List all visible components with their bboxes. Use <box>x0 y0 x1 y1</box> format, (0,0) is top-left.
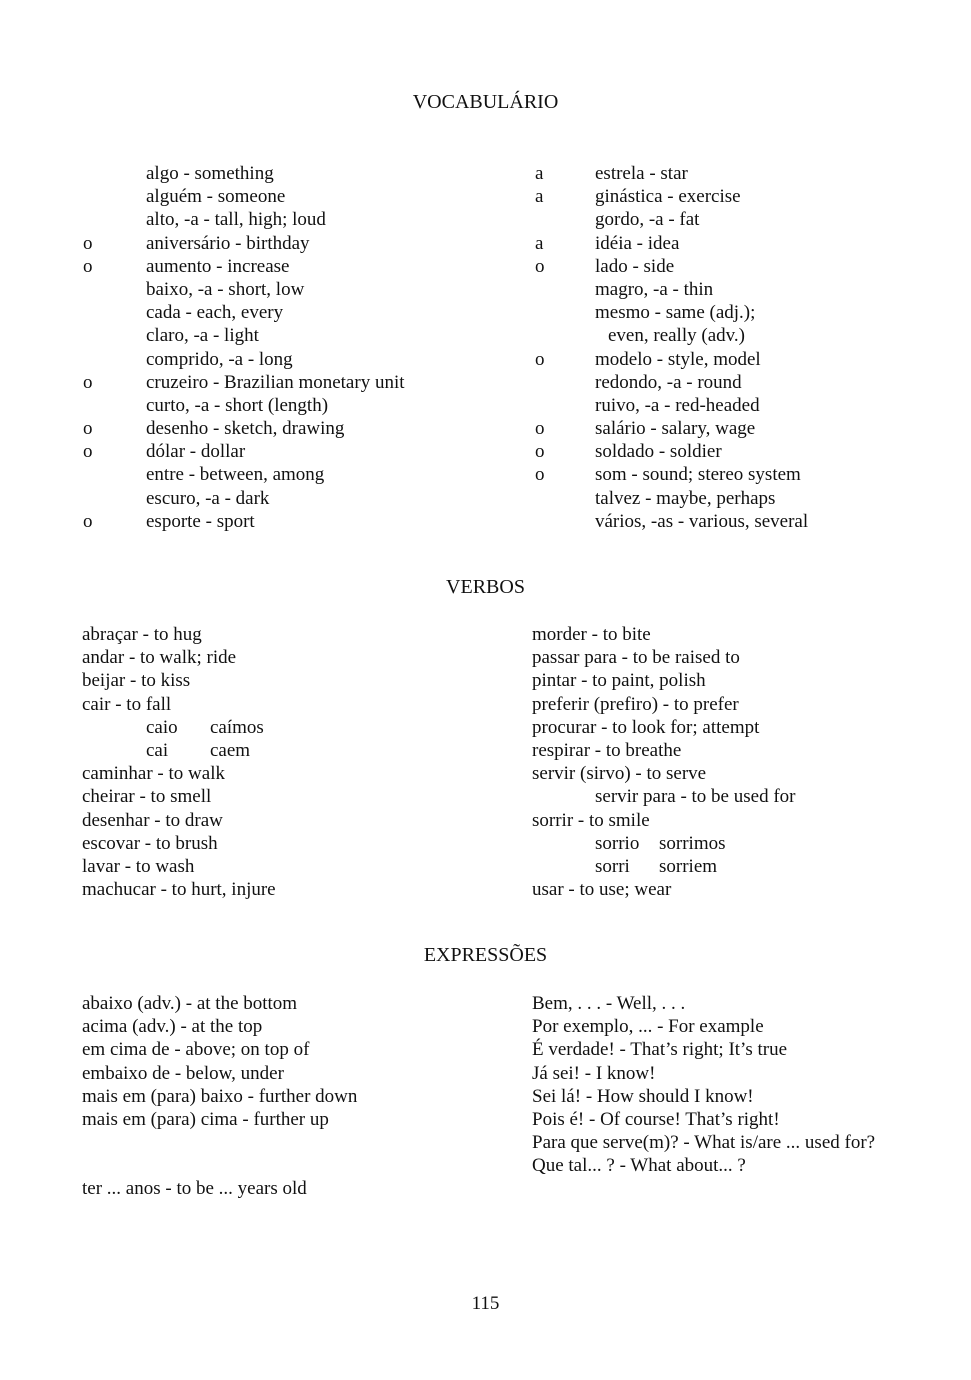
vocab-row <box>83 208 503 231</box>
expression-row <box>532 1038 962 1061</box>
verb-row <box>532 623 952 646</box>
expression-row <box>532 1085 962 1108</box>
verb-row <box>532 646 952 669</box>
article-marker: o <box>535 255 545 277</box>
vocab-row <box>535 394 955 417</box>
verb-entry: morder - to bite <box>532 624 651 645</box>
verb-entry: abraçar - to hug <box>82 624 202 645</box>
verbs-heading: VERBOS <box>446 576 525 598</box>
vocab-row <box>535 510 955 533</box>
article-marker: o <box>535 418 545 440</box>
verb-row <box>82 669 502 692</box>
conjugation-form: sorrio <box>595 832 640 854</box>
vocab-row <box>535 371 955 394</box>
vocab-entry: baixo, -a - short, low <box>146 278 305 300</box>
expression-entry: em cima de - above; on top of <box>82 1039 310 1061</box>
vocab-entry: vários, -as - various, several <box>595 510 809 532</box>
vocab-row <box>83 278 503 301</box>
verb-entry: usar - to use; wear <box>532 879 672 901</box>
conjugation-form: cai <box>146 739 169 761</box>
vocab-row <box>535 487 955 510</box>
expression-entry: ter ... anos - to be ... years old <box>82 1178 307 1199</box>
expression-entry: Que tal... ? - What about... ? <box>532 1155 746 1177</box>
vocab-entry: idéia - idea <box>595 232 680 254</box>
vocab-entry: mesmo - same (adj.); <box>595 302 756 324</box>
verb-entry: preferir (prefiro) - to prefer <box>532 693 739 715</box>
verb-row <box>532 878 952 901</box>
expression-row <box>532 992 962 1015</box>
vocab-entry: esporte - sport <box>146 510 255 532</box>
vocab-entry: escuro, -a - dark <box>146 487 270 509</box>
verbs-right-column <box>532 623 952 901</box>
vocab-entry: salário - salary, wage <box>595 418 756 440</box>
vocabulary-left-column <box>83 162 503 533</box>
vocab-row <box>535 255 955 278</box>
verb-entry: pintar - to paint, polish <box>532 670 706 692</box>
vocab-entry: magro, -a - thin <box>595 278 714 300</box>
verbs-left-column <box>82 623 502 901</box>
vocab-row <box>535 417 955 440</box>
verb-row <box>82 762 502 785</box>
vocab-row <box>83 440 503 463</box>
expression-row <box>82 1085 502 1108</box>
vocab-entry: cruzeiro - Brazilian monetary unit <box>146 371 405 393</box>
vocab-entry: comprido, -a - long <box>146 348 293 370</box>
expression-entry: Já sei! - I know! <box>532 1062 656 1084</box>
vocab-entry: ginástica - exercise <box>595 186 741 208</box>
article-marker: o <box>535 464 545 486</box>
verb-row <box>532 832 952 855</box>
vocab-row <box>535 232 955 255</box>
verb-entry: andar - to walk; ride <box>82 647 237 669</box>
vocab-entry: alguém - someone <box>146 186 286 208</box>
vocab-row <box>83 510 503 533</box>
vocab-row <box>83 487 503 510</box>
conjugation-form: sorriem <box>659 855 718 877</box>
vocab-row <box>83 255 503 278</box>
vocab-entry: claro, -a - light <box>146 325 259 347</box>
verb-entry: servir para - to be used for <box>595 786 796 808</box>
expression-row <box>532 1154 962 1177</box>
vocab-row <box>83 185 503 208</box>
verb-row <box>82 785 502 808</box>
verb-entry: desenhar - to draw <box>82 809 223 831</box>
verb-entry: passar para - to be raised to <box>532 647 740 669</box>
article-marker: o <box>535 441 545 463</box>
vocab-entry: even, really (adv.) <box>608 325 745 347</box>
verb-row <box>82 716 502 739</box>
vocab-entry: entre - between, among <box>146 464 325 486</box>
vocab-row <box>83 232 503 255</box>
vocab-entry: soldado - soldier <box>595 441 722 463</box>
verb-entry: respirar - to breathe <box>532 739 682 761</box>
expression-entry: Sei lá! - How should I know! <box>532 1085 754 1107</box>
expression-row <box>532 1015 962 1038</box>
vocab-row <box>83 324 503 347</box>
vocab-row <box>535 324 955 347</box>
vocab-entry: redondo, -a - round <box>595 371 742 393</box>
verb-row <box>82 809 502 832</box>
vocab-row <box>83 348 503 371</box>
conjugation-form: caímos <box>210 716 264 738</box>
expression-entry: Bem, . . . - Well, . . . <box>532 993 686 1014</box>
vocab-entry: estrela - star <box>595 163 688 184</box>
vocab-row <box>535 463 955 486</box>
expression-row <box>82 1062 502 1085</box>
article-marker: o <box>535 348 545 370</box>
expression-entry: Pois é! - Of course! That’s right! <box>532 1108 780 1130</box>
verb-row <box>82 855 502 878</box>
expression-entry: abaixo (adv.) - at the bottom <box>82 993 298 1014</box>
expressions-left-extra <box>82 1177 502 1200</box>
vocab-row <box>535 185 955 208</box>
article-marker: o <box>83 255 93 277</box>
verb-row <box>82 646 502 669</box>
expression-row <box>82 1108 502 1131</box>
verb-row <box>532 716 952 739</box>
vocab-entry: alto, -a - tall, high; loud <box>146 209 326 231</box>
verb-row <box>532 739 952 762</box>
page-number: 115 <box>471 1293 500 1314</box>
expressions-right-column <box>532 992 962 1178</box>
expression-entry: Por exemplo, ... - For example <box>532 1016 764 1038</box>
vocab-row <box>83 417 503 440</box>
expression-entry: Para que serve(m)? - What is/are ... used for? <box>532 1132 876 1154</box>
vocab-row <box>83 463 503 486</box>
article-marker: a <box>535 232 544 254</box>
verb-row <box>82 693 502 716</box>
expression-entry: mais em (para) cima - further up <box>82 1108 329 1130</box>
verb-entry: caminhar - to walk <box>82 763 225 785</box>
vocab-row <box>535 440 955 463</box>
verb-row <box>82 623 502 646</box>
vocab-row <box>83 301 503 324</box>
vocab-entry: dólar - dollar <box>146 441 246 463</box>
verb-entry: cair - to fall <box>82 693 172 715</box>
article-marker: o <box>83 441 93 463</box>
vocab-row <box>535 348 955 371</box>
verb-row <box>532 855 952 878</box>
vocab-entry: aniversário - birthday <box>146 232 310 254</box>
article-marker: a <box>535 163 544 184</box>
vocab-entry: modelo - style, model <box>595 348 761 370</box>
conjugation-form: sorri <box>595 855 630 877</box>
verb-entry: sorrir - to smile <box>532 809 650 831</box>
article-marker: a <box>535 186 544 208</box>
conjugation-form: caem <box>210 739 251 761</box>
expression-row <box>532 1131 962 1154</box>
vocab-entry: talvez - maybe, perhaps <box>595 487 776 509</box>
verb-entry: cheirar - to smell <box>82 786 212 808</box>
expression-row <box>532 1108 962 1131</box>
verb-row <box>532 669 952 692</box>
expression-row <box>82 992 502 1015</box>
verb-entry: beijar - to kiss <box>82 670 191 692</box>
vocab-entry: ruivo, -a - red-headed <box>595 394 760 416</box>
vocabulary-right-column <box>535 162 955 533</box>
conjugation-form: sorrimos <box>659 832 726 854</box>
vocab-entry: algo - something <box>146 163 274 184</box>
verb-entry: machucar - to hurt, injure <box>82 879 276 901</box>
expression-entry: embaixo de - below, under <box>82 1062 284 1084</box>
vocab-row <box>535 278 955 301</box>
verb-entry: servir (sirvo) - to serve <box>532 763 707 785</box>
expression-row <box>532 1062 962 1085</box>
verb-row <box>82 739 502 762</box>
vocab-entry: desenho - sketch, drawing <box>146 418 345 440</box>
vocab-entry: som - sound; stereo system <box>595 464 801 486</box>
verb-row <box>532 762 952 785</box>
expressions-heading: EXPRESSÕES <box>423 944 548 966</box>
article-marker: o <box>83 232 93 254</box>
vocab-entry: cada - each, every <box>146 302 284 324</box>
vocab-row <box>83 394 503 417</box>
vocab-entry: curto, -a - short (length) <box>146 394 329 416</box>
vocab-row <box>535 162 955 185</box>
verb-entry: escovar - to brush <box>82 832 218 854</box>
vocab-row <box>83 371 503 394</box>
verb-row <box>532 693 952 716</box>
verb-row <box>532 809 952 832</box>
expression-row <box>82 1015 502 1038</box>
article-marker: o <box>83 371 93 393</box>
expression-entry: acima (adv.) - at the top <box>82 1016 263 1038</box>
vocab-row <box>535 301 955 324</box>
vocab-row <box>535 208 955 231</box>
conjugation-form: caio <box>146 716 178 738</box>
vocab-entry: aumento - increase <box>146 255 290 277</box>
expression-row <box>82 1038 502 1061</box>
vocab-entry: lado - side <box>595 255 675 277</box>
verb-row <box>82 832 502 855</box>
article-marker: o <box>83 510 93 532</box>
expression-entry: mais em (para) baixo - further down <box>82 1085 358 1107</box>
expressions-left-column <box>82 992 502 1131</box>
vocab-row <box>83 162 503 185</box>
verb-row <box>532 785 952 808</box>
verb-entry: lavar - to wash <box>82 855 195 877</box>
expression-entry: É verdade! - That’s right; It’s true <box>532 1039 788 1061</box>
page-title: VOCABULÁRIO <box>412 91 559 113</box>
verb-entry: procurar - to look for; attempt <box>532 716 760 738</box>
vocab-entry: gordo, -a - fat <box>595 209 700 231</box>
verb-row <box>82 878 502 901</box>
article-marker: o <box>83 418 93 440</box>
